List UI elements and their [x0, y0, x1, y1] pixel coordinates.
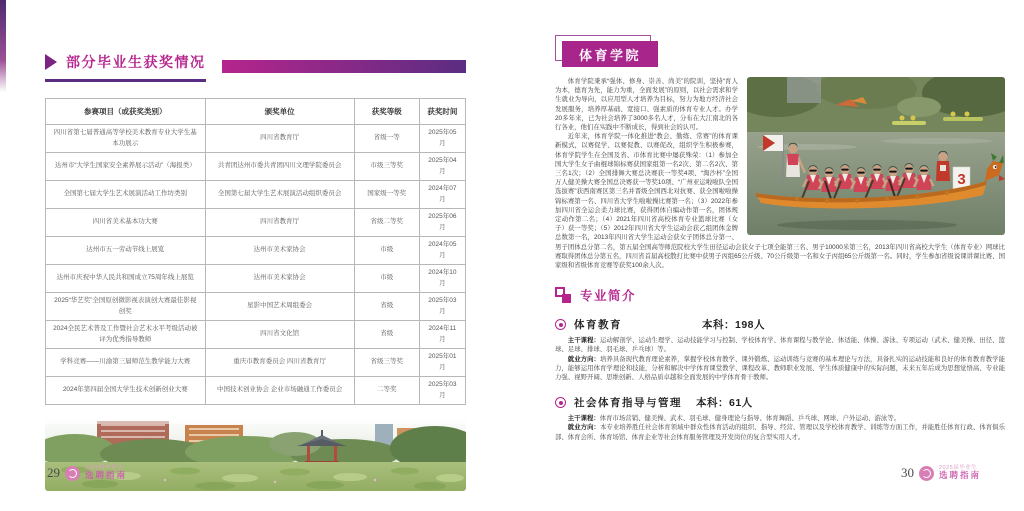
cell-issuer: 四川省文化馆 [205, 321, 354, 349]
cell-level: 省级 [354, 293, 419, 321]
table-row [46, 237, 466, 265]
career-text: 本专业培养胜任社会体育领域中群众性体育活动的组织、指导、经营、管理以及学校体育教学、训练等方面工作，并能胜任体育行政、体育俱乐部、体育会所、体育场馆、体育企业等社会体育服务管理及开发岗位的复合型实用人才。 [555, 424, 1006, 441]
corner-accent-strip [0, 0, 6, 92]
page-number: 29 [47, 465, 60, 481]
majors-section-header [555, 286, 1005, 304]
cell-date: 2024年07月 [419, 181, 465, 209]
cell-issuer: 四川省教育厅 [205, 125, 354, 153]
title-arrow-icon [45, 54, 57, 70]
title-gradient-bar [222, 60, 467, 73]
cell-level: 市级 [354, 237, 419, 265]
career-label: 就业方向： [567, 424, 600, 432]
table-row [46, 349, 466, 377]
table-header-row [46, 99, 466, 125]
guide-logo-icon [65, 466, 80, 481]
table-row [46, 377, 466, 405]
cell-date: 2024年10月 [419, 265, 465, 293]
cell-issuer: 共青团达州市委共青团四川文理学院委员会 [205, 153, 354, 181]
college-badge [555, 35, 665, 67]
major-courses [555, 414, 1005, 423]
cell-level: 二等奖 [354, 377, 419, 405]
cell-date: 2024年05月 [419, 237, 465, 265]
page-right [555, 35, 1005, 442]
cell-project: 四川省第七届普通高等学校美术教育专业大学生基本功展示 [46, 125, 206, 153]
cell-level: 省级三等奖 [354, 349, 419, 377]
cell-date: 2024年11月 [419, 321, 465, 349]
cell-level: 市级三等奖 [354, 153, 419, 181]
footer-right [901, 465, 981, 481]
cell-date: 2025年01月 [419, 349, 465, 377]
cell-issuer: 全国第七届大学生艺术展演活动组织委员会 [205, 181, 354, 209]
target-bullet-icon [555, 397, 566, 408]
major-career [555, 355, 1005, 383]
intro-paragraph-2: 近年来，体育学院一体化推进“教会、勤练、常赛”的体育课新模式，以赛促学、以赛促教、以赛促改，组织学生积极参赛，体育学院学生在全国及省、市体育比赛中屡获殊荣：（1）参加全国大学生女子曲棍球锦标赛获国家组第一名2次、第二名2次、第三名1次；（2）全国排舞大赛总决赛获一等奖4项、“淘沙杯”全国万人健美操大赛全国总决赛获一等奖10项、“广州亚运啦啦队全国选拔赛”获西南赛区第三名并晋级全国西北对抗赛、获全国啦啦操锦标赛第一名、四川省大学生啦啦操比赛第一名；（3）2022年参加四川省全运会柔力球比赛，获得团体自编动作第一名，团体规定动作第二名；（4）2021年四川省高校体育专业篮球比赛（女子）获一等奖；（5）2012年四川省大学生运动会获乙组团体金牌总数第一名，2013年四川省大学生运动会获女子团体总分第一、男子团体总分第二名，第五届全国高等师范院校大学生田径运动会获女子七项全能第三名、男子10000米第三名，2013年四川省高校大学生（体育专业）网球比赛取得团体总分第五名，四川省首届高校散打比赛中获男子丙组65公斤级、70公斤级第一名和女子丙组65公斤级第一名。同时，学生参加省级说课讲课比赛、国家级和省级体育竞赛等获奖100余人次。 [555, 133, 1005, 270]
career-label: 就业方向： [567, 355, 600, 363]
intro-paragraph-1: 体育学院秉承“强体、修身、崇善、尚美”的院训，坚持“育人为本，德育为先，能力为重，全面发展”的原则，以社会需求和学生就业为导向，以应用型人才培养为目标，努力为地方经济社会发展服务，培养厚基础、宽接口、强素质的体育专业人才。办学20多年来，已为社会培养了3000多名人才，分布在大江南北的各行各业，他们在实践中不断成长，得到社会的认可。 [555, 78, 738, 132]
courses-text: 运动解剖学、运动生理学、运动技能学习与控制、学校体育学、体育课程与教学论、体适能、体操、游泳、专项运动（武术、健美操、田径、篮球、足球、排球、羽毛球、乒乓球）等。 [555, 337, 1006, 354]
cell-date: 2025年03月 [419, 377, 465, 405]
dragon-boat-photo [747, 77, 1005, 235]
table-row [46, 265, 466, 293]
cell-date: 2025年05月 [419, 125, 465, 153]
cell-project: 达州市“大学生国家安全素养展示活动”（海报类） [46, 153, 206, 181]
courses-label: 主干课程： [567, 415, 600, 423]
cell-issuer: 四川省教育厅 [205, 209, 354, 237]
cell-level: 国家级一等奖 [354, 181, 419, 209]
guide-title [85, 465, 127, 481]
awards-table [45, 98, 466, 405]
cell-issuer: 达州市美术家协会 [205, 237, 354, 265]
cell-level: 省级一等 [354, 125, 419, 153]
courses-label: 主干课程： [567, 337, 600, 345]
section-title-group [45, 52, 206, 82]
college-intro [555, 77, 1005, 270]
major-body-pe [555, 336, 1005, 382]
major-body-social-sport [555, 414, 1005, 442]
major-header-social-sport [555, 395, 1005, 410]
guide-name-line: 选聘指南 [939, 470, 982, 481]
cell-project: 2025“华艺奖”全国原创微影视表演创大赛最佳影视创奖 [46, 293, 206, 321]
svg-text:3: 3 [957, 171, 966, 188]
cell-project: 达州市庆祝中华人民共和国成立75周年线上展览 [46, 265, 206, 293]
section-title-row [45, 52, 466, 82]
guide-name-line: 选聘指南 [85, 470, 128, 481]
table-row [46, 293, 466, 321]
major-header-pe [555, 317, 1005, 332]
cell-level: 省级 [354, 321, 419, 349]
cell-date: 2025年04月 [419, 153, 465, 181]
major-name: 体育教育 [574, 319, 622, 332]
cell-date: 2025年06月 [419, 209, 465, 237]
guide-year-line: 2025届毕业生 [85, 465, 124, 471]
cell-issuer: 星影中国艺术周组委会 [205, 293, 354, 321]
table-row [46, 209, 466, 237]
college-badge-label: 体育学院 [562, 41, 658, 67]
page-left [45, 52, 466, 491]
page-number: 30 [901, 465, 914, 481]
col-header-date: 获奖时间 [419, 99, 465, 125]
guide-title [939, 465, 981, 481]
section-title: 部分毕业生获奖情况 [66, 54, 206, 70]
guide-logo-icon [919, 466, 934, 481]
target-bullet-icon [555, 319, 566, 330]
major-name: 社会体育指导与管理 [574, 397, 682, 410]
col-header-issuer: 颁奖单位 [205, 99, 354, 125]
cell-date: 2025年03月 [419, 293, 465, 321]
cell-project: 全国第七届大学生艺术展演活动工作坊类别 [46, 181, 206, 209]
footer-left [47, 465, 127, 481]
courses-text: 体育市场营销、健美操、武术、羽毛球、健身理论与指导、体育舞蹈、乒乓球、网球、户外运动、游泳等。 [599, 415, 901, 423]
cell-project: 学科竞赛——川渝第三届师范生教学能力大赛 [46, 349, 206, 377]
table-row [46, 181, 466, 209]
cell-project: 达州市五一劳动节线上展览 [46, 237, 206, 265]
overlapping-squares-icon [555, 287, 571, 303]
major-career [555, 423, 1005, 441]
major-courses [555, 336, 1005, 354]
cell-level: 省级二等奖 [354, 209, 419, 237]
cell-issuer: 重庆市教育委员会 四川省教育厅 [205, 349, 354, 377]
major-enrollment: 本科：198人 [702, 319, 766, 332]
cell-level: 市级 [354, 265, 419, 293]
cell-project: 2024全民艺术普及工作暨社会艺术水平考级活动被评为优秀指导教师 [46, 321, 206, 349]
table-row [46, 153, 466, 181]
col-header-level: 获奖等级 [354, 99, 419, 125]
cell-issuer: 中国技术创业协会 企业市场融通工作委员会 [205, 377, 354, 405]
table-row [46, 125, 466, 153]
cell-issuer: 达州市美术家协会 [205, 265, 354, 293]
cell-project: 2024年第四届全国大学生技术创新创业大赛 [46, 377, 206, 405]
major-enrollment: 本科：61人 [696, 397, 753, 410]
col-header-project: 参赛项目（或获奖类别） [46, 99, 206, 125]
guide-year-line: 2025届毕业生 [939, 465, 978, 471]
cell-project: 四川省美术基本功大赛 [46, 209, 206, 237]
career-text: 培养具备现代教育理论素养，掌握学校体育教学、课外锻炼、运动训练与竞赛的基本理论与方法，具备扎实的运动技能和良好的体育教育教学能力，能够运用体育学理论和技能，分析和解决中学体育课堂教学、课程改革、教师职业发展、学生体质健康中的实际问题，未来五年后成为思想觉悟高、专业能力强、视野开阔、思维创新、人格品质卓越和全面发展的中学体育骨干教师。 [555, 355, 1006, 382]
majors-section-title: 专业简介 [580, 289, 637, 304]
table-row [46, 321, 466, 349]
